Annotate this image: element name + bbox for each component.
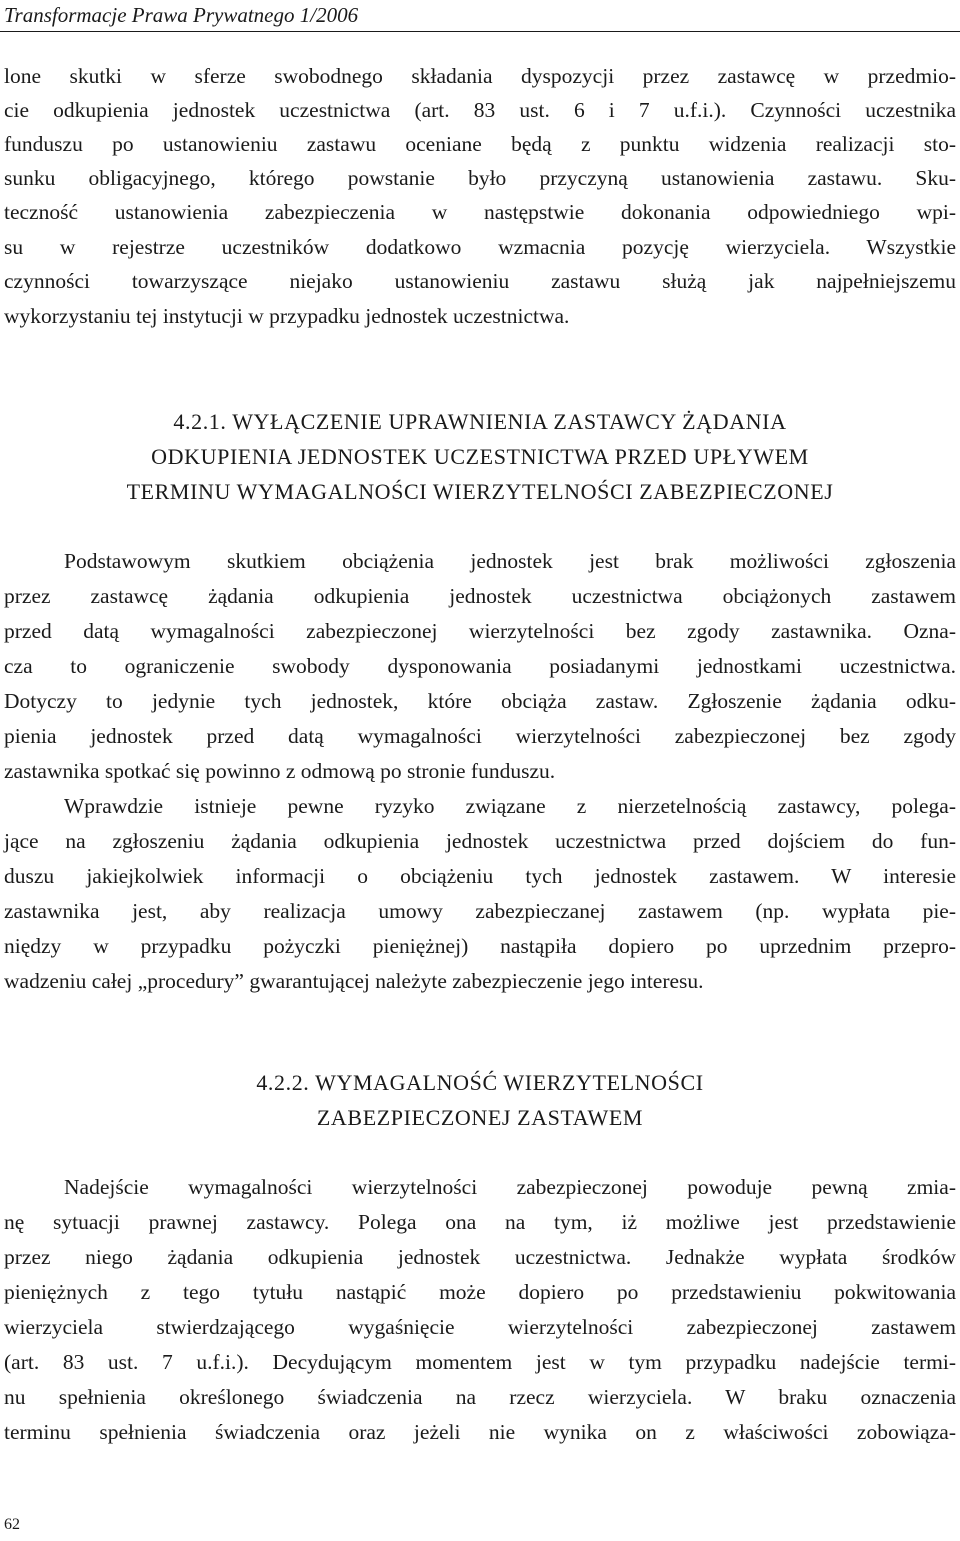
paragraph-2-line: pienia jednostek przed datą wymagalności wierzytelności zabezpieczonej bez zgody <box>4 724 956 748</box>
paragraph-3-line: wadzeniu całej „procedury” gwarantującej należyte zabezpieczenie jego interesu. <box>4 969 704 993</box>
paragraph-4-line: terminu spełnienia świadczenia oraz jeżeli nie wynika on z właściwości zobowiąza- <box>4 1420 956 1444</box>
paragraph-1-line: lone skutki w sferze swobodnego składania dyspozycji przez zastawcę w przedmio- <box>4 64 956 88</box>
paragraph-4-line: pieniężnych z tego tytułu nastąpić może dopiero po przedstawieniu pokwitowania <box>4 1280 956 1304</box>
section-heading-4-2-1: TERMINU WYMAGALNOŚCI WIERZYTELNOŚCI ZABEZPIECZONEJ <box>126 479 834 504</box>
running-header: Transformacje Prawa Prywatnego 1/2006 <box>4 3 359 27</box>
paragraph-1-line: teczność ustanowienia zabezpieczenia w następstwie dokonania odpowiedniego wpi- <box>4 200 956 224</box>
paragraph-1-line: su w rejestrze uczestników dodatkowo wzmacnia pozycję wierzyciela. Wszystkie <box>4 235 956 259</box>
paragraph-1-line: czynności towarzyszące niejako ustanowieniu zastawu służą jak najpełniejszemu <box>4 269 956 293</box>
paragraph-2-line: Podstawowym skutkiem obciążenia jednostek jest brak możliwości zgłoszenia <box>64 549 956 573</box>
section-heading-4-2-1: 4.2.1. WYŁĄCZENIE UPRAWNIENIA ZASTAWCY ŻĄDANIA <box>173 409 787 434</box>
paragraph-4-line: nę sytuacji prawnej zastawcy. Polega ona na tym, iż możliwe jest przedstawienie <box>4 1210 956 1234</box>
paragraph-4-line: wierzyciela stwierdzającego wygaśnięcie wierzytelności zabezpieczonej zastawem <box>4 1315 956 1339</box>
paragraph-2-line: cza to ograniczenie swobody dysponowania posiadanymi jednostkami uczestnictwa. <box>4 654 956 678</box>
paragraph-1-line: funduszu po ustanowieniu zastawu oceniane będą z punktu widzenia realizacji sto- <box>4 132 956 156</box>
paragraph-3-line: Wprawdzie istnieje pewne ryzyko związane z nierzetelnością zastawcy, polega- <box>64 794 956 818</box>
paragraph-3-line: duszu jakiejkolwiek informacji o obciążeniu tych jednostek zastawem. W interesie <box>4 864 956 888</box>
paragraph-4-line: (art. 83 ust. 7 u.f.i.). Decydującym momentem jest w tym przypadku nadejście termi- <box>4 1350 956 1374</box>
paragraph-3-line: niędzy w przypadku pożyczki pieniężnej) nastąpiła dopiero po uprzednim przepro- <box>4 934 956 958</box>
paragraph-4-line: nu spełnienia określonego świadczenia na rzecz wierzyciela. W braku oznaczenia <box>4 1385 956 1409</box>
paragraph-4-line: Nadejście wymagalności wierzytelności zabezpieczonej powoduje pewną zmia- <box>64 1175 956 1199</box>
section-heading-4-2-2: ZABEZPIECZONEJ ZASTAWEM <box>316 1105 644 1130</box>
paragraph-3-line: jące na zgłoszeniu żądania odkupienia jednostek uczestnictwa przed dojściem do fun- <box>4 829 956 853</box>
paragraph-2-line: Dotyczy to jedynie tych jednostek, które obciąża zastaw. Zgłoszenie żądania odku- <box>4 689 956 713</box>
section-heading-4-2-1: ODKUPIENIA JEDNOSTEK UCZESTNICTWA PRZED UPŁYWEM <box>151 444 809 469</box>
section-heading-4-2-2: 4.2.2. WYMAGALNOŚĆ WIERZYTELNOŚCI <box>256 1070 704 1095</box>
paragraph-1-line: wykorzystaniu tej instytucji w przypadku jednostek uczestnictwa. <box>4 304 570 328</box>
paragraph-2-line: zastawnika spotkać się powinno z odmową po stronie funduszu. <box>4 759 556 783</box>
paragraph-3-line: zastawnika jest, aby realizacja umowy zabezpieczanej zastawem (np. wypłata pie- <box>4 899 956 923</box>
paragraph-2-line: przed datą wymagalności zabezpieczonej wierzytelności bez zgody zastawnika. Ozna- <box>4 619 956 643</box>
paragraph-1-line: cie odkupienia jednostek uczestnictwa (art. 83 ust. 6 i 7 u.f.i.). Czynności uczestnika <box>4 98 956 122</box>
page-number: 62 <box>4 1516 20 1533</box>
paragraph-2-line: przez zastawcę żądania odkupienia jednostek uczestnictwa obciążonych zastawem <box>4 584 956 608</box>
paragraph-1-line: sunku obligacyjnego, którego powstanie było przyczyną ustanowienia zastawu. Sku- <box>4 166 956 190</box>
paragraph-4-line: przez niego żądania odkupienia jednostek uczestnictwa. Jednakże wypłata środków <box>4 1245 956 1269</box>
